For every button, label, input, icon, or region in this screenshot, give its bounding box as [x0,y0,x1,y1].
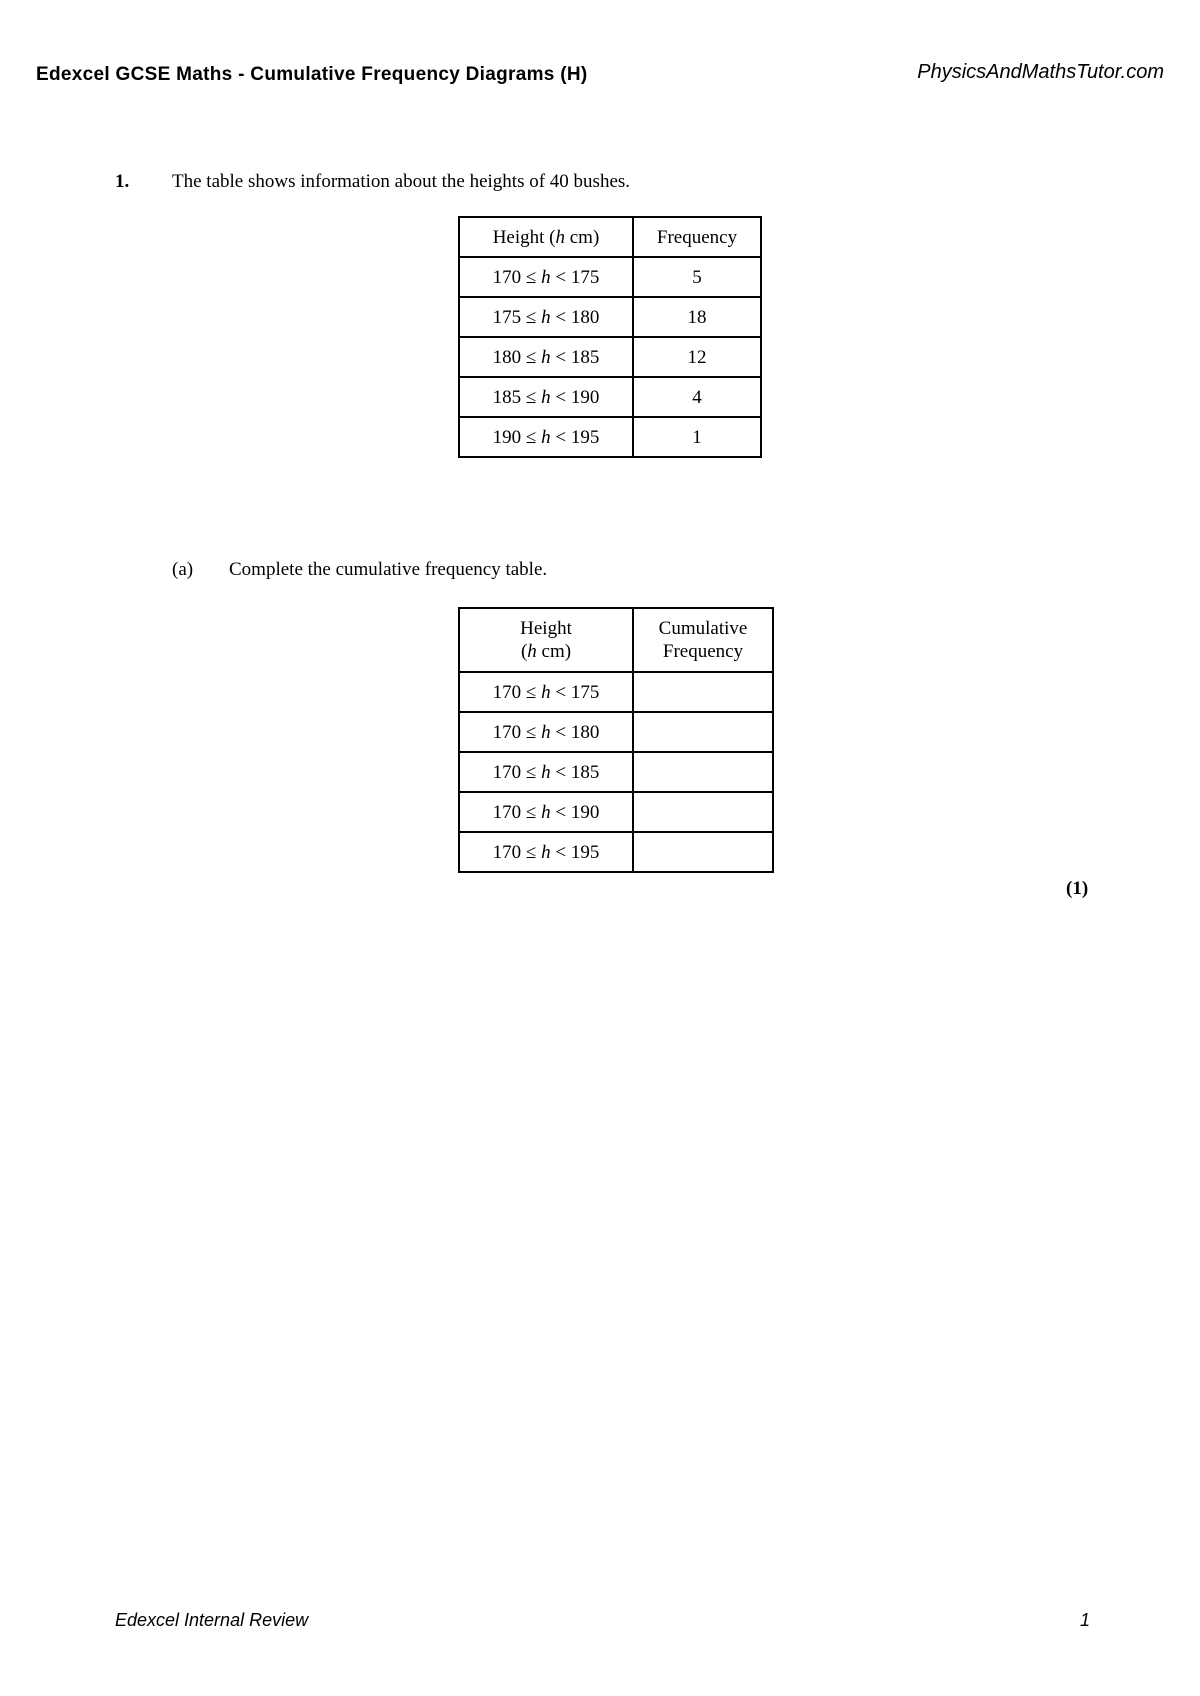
cumulative-frequency-answer-cell[interactable] [633,792,773,832]
part-a-text: Complete the cumulative frequency table. [229,559,548,580]
question-number: 1. [115,171,130,192]
table-row [459,712,773,752]
frequency-cell: 18 [633,297,761,337]
cumulative-frequency-answer-cell[interactable] [633,672,773,712]
table-row [459,257,761,297]
table-row [459,417,761,457]
frequency-cell: 5 [633,257,761,297]
frequency-column-header: Frequency [633,217,761,257]
frequency-table [458,216,762,458]
frequency-cell: 1 [633,417,761,457]
height-interval-cell: 190 ≤ h < 195 [459,417,633,457]
frequency-cell: 4 [633,377,761,417]
height-column-header: Height (h cm) [459,217,633,257]
cumulative-frequency-answer-cell[interactable] [633,712,773,752]
height-interval-cell: 170 ≤ h < 185 [459,752,633,792]
marks-indicator: (1) [1066,878,1089,899]
frequency-cell: 12 [633,337,761,377]
question-text: The table shows information about the heights of 40 bushes. [172,171,631,192]
table-row [459,832,773,872]
footer-source: Edexcel Internal Review [115,1610,309,1630]
site-name: PhysicsAndMathsTutor.com [917,61,1164,83]
height-interval-cell: 185 ≤ h < 190 [459,377,633,417]
table-row [459,377,761,417]
height-interval-cell: 170 ≤ h < 175 [459,257,633,297]
table-row [459,672,773,712]
table-row [459,792,773,832]
frequency-table-header-row [459,217,761,257]
height-interval-cell: 170 ≤ h < 195 [459,832,633,872]
cumulative-frequency-answer-cell[interactable] [633,832,773,872]
height-interval-cell: 175 ≤ h < 180 [459,297,633,337]
height-interval-cell: 170 ≤ h < 175 [459,672,633,712]
cumulative-frequency-column-header: Cumulative Frequency [633,608,773,672]
cumulative-frequency-table [458,607,774,873]
table-row [459,297,761,337]
table-row [459,337,761,377]
table-row [459,752,773,792]
height-interval-cell: 170 ≤ h < 190 [459,792,633,832]
height-interval-cell: 180 ≤ h < 185 [459,337,633,377]
height-interval-cell: 170 ≤ h < 180 [459,712,633,752]
part-a-label: (a) [172,559,194,580]
height-column-header: Height (h cm) [459,608,633,672]
cumulative-table-header-row [459,608,773,672]
cumulative-frequency-answer-cell[interactable] [633,752,773,792]
document-title: Edexcel GCSE Maths - Cumulative Frequency Diagrams (H) [36,64,588,85]
page-number: 1 [1080,1610,1091,1630]
